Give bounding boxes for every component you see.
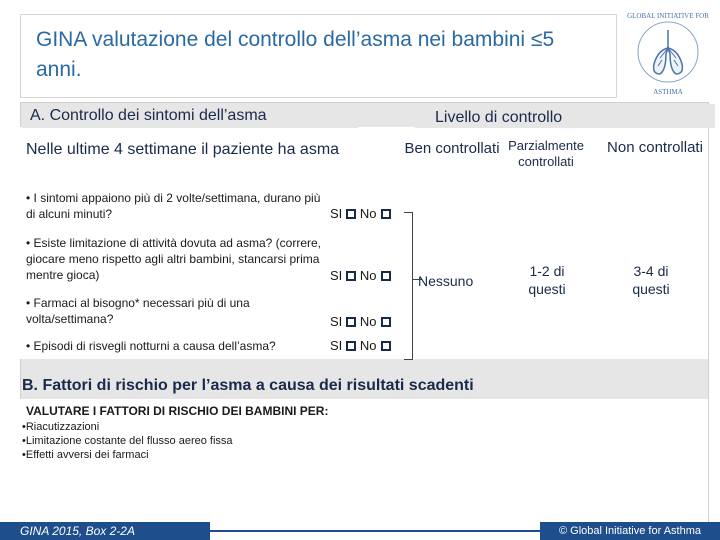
- bracket: [404, 212, 413, 360]
- section-b-heading: B. Fattori di rischio per l’asma a causa dei risultati scadenti: [22, 377, 474, 394]
- yes-label: SI: [330, 268, 343, 283]
- symptom-item-4: • Episodi di risvegli notturni a causa dell’asma?: [26, 339, 276, 353]
- no-checkbox[interactable]: [381, 271, 391, 281]
- risk-factor-list: [22, 420, 233, 462]
- logo-text: GLOBAL INITIATIVE FOR: [627, 12, 709, 20]
- col-header-uncontrolled: Non controllati: [607, 139, 703, 156]
- yes-label: SI: [330, 338, 343, 353]
- footer-copyright: © Global Initiative for Asthma: [540, 522, 720, 540]
- section-b-subheading: VALUTARE I FATTORI DI RISCHIO DEI BAMBINI PER:: [26, 404, 329, 418]
- col-header-partly-controlled: Parzialmente controllati: [508, 138, 584, 169]
- question-text: Nelle ultime 4 settimane il paziente ha asma: [26, 141, 340, 158]
- col-header-well-controlled: Ben controllati: [404, 140, 500, 157]
- value-partly-controlled: 1-2 di questi: [528, 263, 566, 297]
- yes-no-1: [330, 206, 391, 222]
- no-checkbox[interactable]: [381, 341, 391, 351]
- no-label: No: [359, 338, 377, 353]
- yes-label: SI: [330, 314, 343, 329]
- page-title: GINA valutazione del controllo dell’asma nei bambini ≤5 anni.: [36, 28, 555, 81]
- footer-source: GINA 2015, Box 2-2A: [0, 522, 210, 540]
- yes-checkbox[interactable]: [346, 341, 356, 351]
- symptom-item-2: • Esiste limitazione di attività dovuta ad asma? (correre, giocare meno rispetto agli altri bambini, stancarsi prima mentre gioca): [26, 236, 321, 282]
- list-item: •Riacutizzazioni: [22, 421, 100, 433]
- yes-label: SI: [330, 206, 343, 221]
- value-well-controlled: Nessuno: [418, 273, 474, 289]
- yes-checkbox[interactable]: [346, 317, 356, 327]
- no-label: No: [359, 206, 377, 221]
- yes-no-2: [330, 268, 391, 284]
- yes-checkbox[interactable]: [346, 271, 356, 281]
- level-of-control-heading: Livello di controllo: [415, 104, 715, 128]
- value-uncontrolled: 3-4 di questi: [632, 263, 670, 297]
- yes-no-4: [330, 338, 391, 354]
- title-bar: [20, 14, 617, 98]
- symptom-item-1: • I sintomi appaiono più di 2 volte/settimana, durano più di alcuni minuti?: [26, 191, 321, 221]
- list-item: •Effetti avversi dei farmaci: [22, 449, 149, 461]
- svg-text:ASTHMA: ASTHMA: [653, 88, 683, 96]
- list-item: •Limitazione costante del flusso aereo fissa: [22, 435, 233, 447]
- yes-no-3: [330, 314, 391, 330]
- no-label: No: [359, 314, 377, 329]
- gina-logo: [624, 8, 712, 98]
- symptom-item-3: • Farmaci al bisogno* necessari più di una volta/settimana?: [26, 296, 250, 326]
- no-label: No: [359, 268, 377, 283]
- section-a-heading: A. Controllo dei sintomi dell’asma: [22, 104, 358, 128]
- yes-checkbox[interactable]: [346, 209, 356, 219]
- footer-divider: [210, 530, 540, 532]
- no-checkbox[interactable]: [381, 317, 391, 327]
- no-checkbox[interactable]: [381, 209, 391, 219]
